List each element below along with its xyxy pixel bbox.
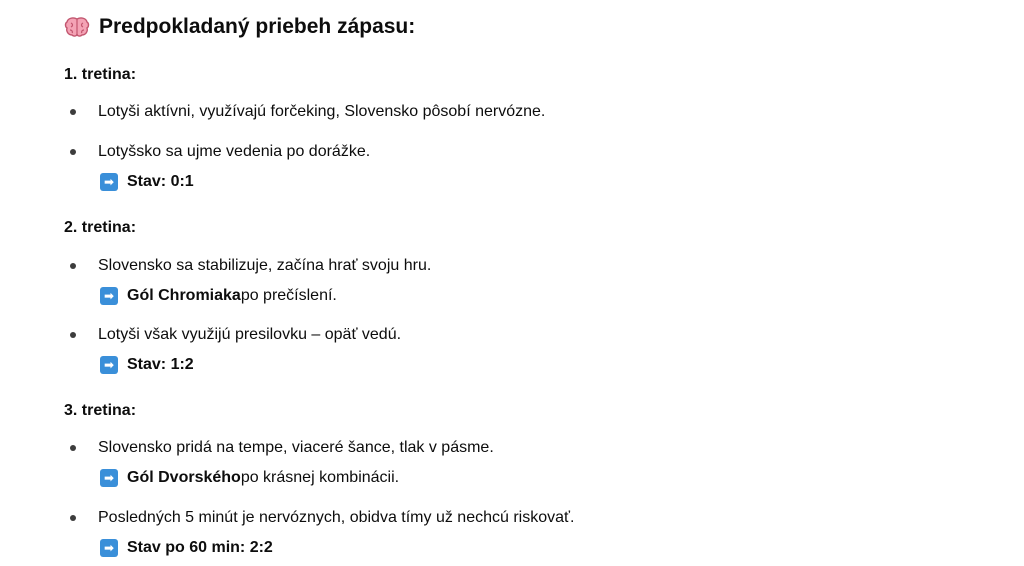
bullet-dot (70, 109, 76, 115)
period-title-3: 3. tretina: (64, 402, 137, 419)
result-line (100, 285, 337, 307)
bullet-dot (70, 445, 76, 451)
right-arrow-icon: ➡ (100, 356, 118, 374)
result-text: po krásnej kombinácii. (240, 469, 400, 486)
list-item-text: Lotyši však využijú presilovku – opäť vedú. (98, 326, 402, 343)
result-line (100, 537, 273, 559)
list-item (70, 141, 370, 163)
period-title-1: 1. tretina: (64, 66, 137, 83)
result-bold: Stav po 60 min: 2:2 (127, 539, 273, 556)
result-line (100, 467, 399, 489)
right-arrow-icon: ➡ (100, 469, 118, 487)
right-arrow-icon: ➡ (100, 539, 118, 557)
result-bold: Gól Dvorského (127, 469, 241, 486)
list-item-text: Posledných 5 minút je nervóznych, obidva tímy už nechcú riskovať. (98, 509, 575, 526)
result-line (100, 171, 194, 193)
result-line (100, 354, 194, 376)
list-item (70, 101, 545, 123)
section-heading (64, 12, 415, 42)
bullet-dot (70, 149, 76, 155)
bullet-dot (70, 332, 76, 338)
result-bold: Gól Chromiaka (127, 287, 241, 304)
bullet-dot (70, 515, 76, 521)
right-arrow-icon: ➡ (100, 287, 118, 305)
list-item-text: Lotyši aktívni, využívajú forčeking, Slovensko pôsobí nervózne. (98, 103, 546, 120)
list-item-text: Slovensko pridá na tempe, viaceré šance, tlak v pásme. (98, 439, 494, 456)
period-title-2: 2. tretina: (64, 219, 137, 236)
list-item (70, 437, 494, 459)
bullet-dot (70, 263, 76, 269)
brain-icon (64, 16, 90, 38)
result-bold: Stav: 0:1 (127, 173, 194, 190)
list-item-text: Slovensko sa stabilizuje, začína hrať svoju hru. (98, 257, 432, 274)
right-arrow-icon: ➡ (100, 173, 118, 191)
result-text: po prečíslení. (240, 287, 337, 304)
heading-text: Predpokladaný priebeh zápasu: (99, 15, 416, 38)
list-item (70, 255, 431, 277)
list-item (70, 324, 401, 346)
list-item-text: Lotyšsko sa ujme vedenia po dorážke. (98, 143, 371, 160)
list-item (70, 507, 574, 529)
result-bold: Stav: 1:2 (127, 356, 194, 373)
